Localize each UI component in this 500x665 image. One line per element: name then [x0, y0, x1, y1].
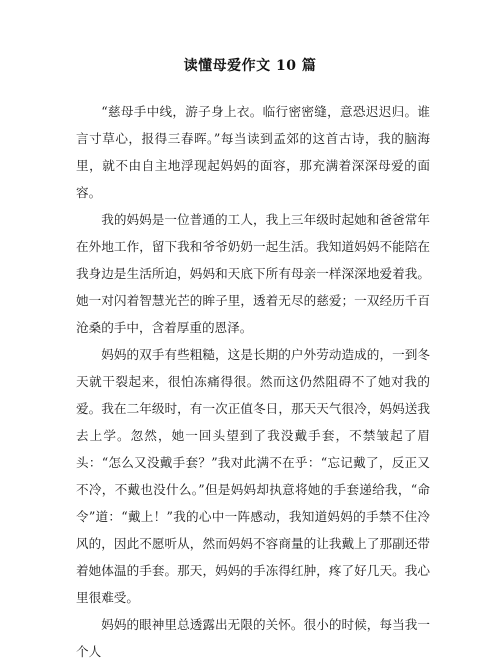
- paragraph: “慈母手中线，游子身上衣。临行密密缝，意恐迟迟归。谁言寸草心，报得三春晖。”每当读到孟郊的这首古诗，我的脑海里，就不由自主地浮现起妈妈的面容，那充满着深深母爱的面容。: [76, 104, 430, 200]
- paragraph: 妈妈的眼神里总透露出无限的关怀。很小的时候，每当我一个人: [76, 617, 430, 659]
- paragraph: 妈妈的双手有些粗糙，这是长期的户外劳动造成的，一到冬天就干裂起来，很怕冻痛得很。然而这仍然阻碍不了她对我的爱。我在二年级时，有一次正值冬日，那天天气很冷，妈妈送我去上学。忽然，她一回头望到了我没戴手套，不禁皱起了眉头：“怎么又没戴手套？”我对此满不在乎：“忘记戴了，反正又不冷，不戴也没什么。”但是妈妈却执意将她的手套递给我，“命令”道：“戴上！”我的心中一阵感动，我知道妈妈的手禁不住冷风的，因此不愿听从，然而妈妈不容商量的让我戴上了那副还带着她体温的手套。那天，妈妈的手冻得红肿，疼了好几天。我心里很难受。: [76, 347, 430, 605]
- paragraph: 我的妈妈是一位普通的工人，我上三年级时起她和爸爸常年在外地工作，留下我和爷爷奶奶一起生活。我知道妈妈不能陪在我身边是生活所迫，妈妈和天底下所有母亲一样深深地爱着我。她一对闪着智慧光芒的眸子里，透着无尽的慈爱；一双经历千百沧桑的手中，含着厚重的恩泽。: [76, 212, 430, 335]
- document-body: [76, 98, 430, 665]
- document-title: 读懂母爱作文 10 篇: [183, 58, 317, 74]
